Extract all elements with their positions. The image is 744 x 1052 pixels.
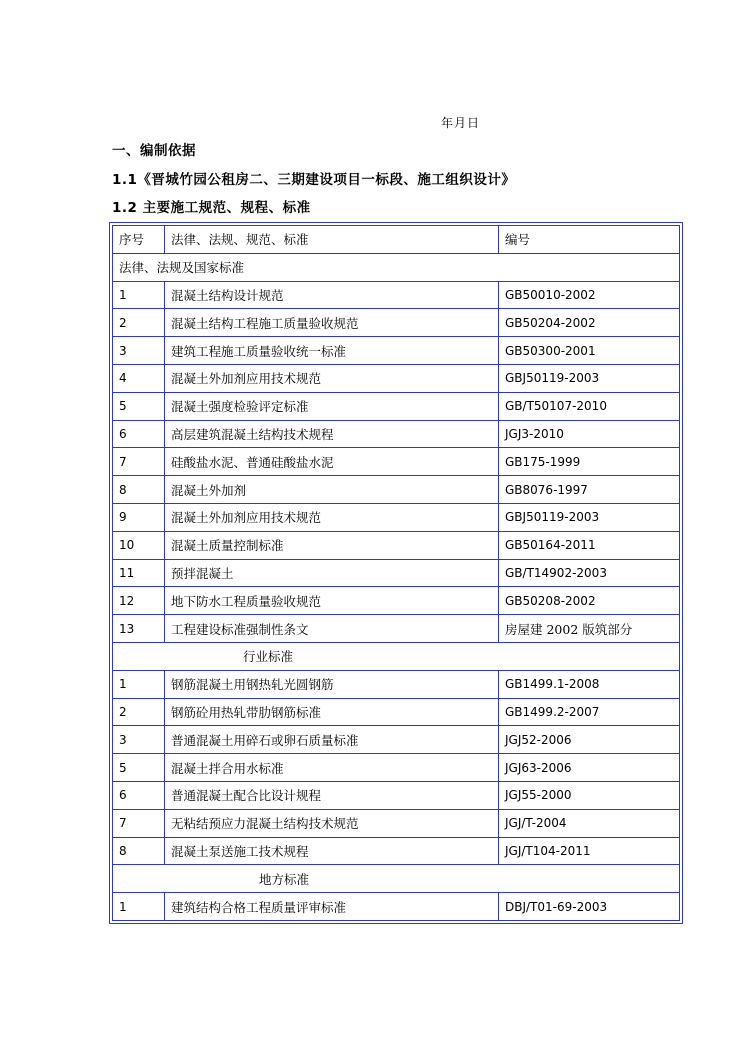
row-code: JGJ55-2000	[499, 781, 680, 809]
table-row	[113, 754, 680, 782]
row-code: GBJ50119-2003	[499, 364, 680, 392]
table-row	[113, 670, 680, 698]
row-number: 13	[113, 615, 165, 643]
table-row	[113, 476, 680, 504]
row-number: 2	[113, 698, 165, 726]
row-title: 混凝土外加剂应用技术规范	[165, 503, 499, 531]
row-title: 混凝土强度检验评定标准	[165, 392, 499, 420]
row-code: GB1499.1-2008	[499, 670, 680, 698]
row-title: 工程建设标准强制性条文	[165, 615, 499, 643]
row-code: GB/T14902-2003	[499, 559, 680, 587]
row-code: GB50010-2002	[499, 281, 680, 309]
row-number: 8	[113, 837, 165, 865]
row-title: 硅酸盐水泥、普通硅酸盐水泥	[165, 448, 499, 476]
row-code: JGJ3-2010	[499, 420, 680, 448]
table-row	[113, 420, 680, 448]
row-number: 6	[113, 781, 165, 809]
row-number: 4	[113, 364, 165, 392]
row-number: 1	[113, 670, 165, 698]
table-row	[113, 781, 680, 809]
row-code: 房屋建 2002 版筑部分	[499, 615, 680, 643]
row-title: 混凝土泵送施工技术规程	[165, 837, 499, 865]
section-row-national	[113, 253, 680, 281]
row-title: 无粘结预应力混凝土结构技术规范	[165, 809, 499, 837]
heading-standards: 1.2 主要施工规范、规程、标准	[112, 200, 311, 216]
row-code: JGJ63-2006	[499, 754, 680, 782]
row-code: GB8076-1997	[499, 476, 680, 504]
row-code: GB50204-2002	[499, 309, 680, 337]
table-row	[113, 448, 680, 476]
row-code: GB50208-2002	[499, 587, 680, 615]
table-row	[113, 503, 680, 531]
row-title: 混凝土外加剂	[165, 476, 499, 504]
header-code: 编号	[499, 226, 680, 254]
row-number: 3	[113, 337, 165, 365]
row-code: GB50164-2011	[499, 531, 680, 559]
table-row	[113, 559, 680, 587]
header-title: 法律、法规、规范、标准	[165, 226, 499, 254]
row-title: 混凝土外加剂应用技术规范	[165, 364, 499, 392]
section-row-industry	[113, 642, 680, 670]
standards-table	[109, 222, 683, 924]
row-title: 混凝土质量控制标准	[165, 531, 499, 559]
section-industry-label: 行业标准	[113, 642, 680, 670]
row-title: 建筑工程施工质量验收统一标准	[165, 337, 499, 365]
table-row	[113, 893, 680, 921]
date-line: 年月日	[441, 116, 481, 130]
heading-project-design: 1.1《晋城竹园公租房二、三期建设项目一标段、施工组织设计》	[112, 172, 516, 188]
table-row	[113, 531, 680, 559]
row-number: 5	[113, 392, 165, 420]
row-title: 普通混凝土用碎石或卵石质量标准	[165, 726, 499, 754]
row-number: 11	[113, 559, 165, 587]
row-title: 混凝土结构工程施工质量验收规范	[165, 309, 499, 337]
row-title: 钢筋混凝土用钢热轧光圆钢筋	[165, 670, 499, 698]
table-row	[113, 726, 680, 754]
row-number: 7	[113, 809, 165, 837]
row-number: 5	[113, 754, 165, 782]
table-row	[113, 698, 680, 726]
row-number: 3	[113, 726, 165, 754]
header-number: 序号	[113, 226, 165, 254]
row-number: 8	[113, 476, 165, 504]
row-number: 7	[113, 448, 165, 476]
row-title: 高层建筑混凝土结构技术规程	[165, 420, 499, 448]
row-title: 预拌混凝土	[165, 559, 499, 587]
row-number: 2	[113, 309, 165, 337]
row-number: 1	[113, 893, 165, 921]
table-row	[113, 809, 680, 837]
row-code: JGJ52-2006	[499, 726, 680, 754]
table-row	[113, 364, 680, 392]
row-code: JGJ/T-2004	[499, 809, 680, 837]
table-row	[113, 837, 680, 865]
row-code: GB50300-2001	[499, 337, 680, 365]
row-code: DBJ/T01-69-2003	[499, 893, 680, 921]
section-national-label: 法律、法规及国家标准	[113, 253, 680, 281]
section-local-label: 地方标准	[113, 865, 680, 893]
row-title: 混凝土拌合用水标准	[165, 754, 499, 782]
row-title: 混凝土结构设计规范	[165, 281, 499, 309]
row-code: GB1499.2-2007	[499, 698, 680, 726]
row-title: 钢筋砼用热轧带肋钢筋标准	[165, 698, 499, 726]
table-row	[113, 281, 680, 309]
row-number: 1	[113, 281, 165, 309]
row-code: GB/T50107-2010	[499, 392, 680, 420]
table-row	[113, 337, 680, 365]
section-row-local	[113, 865, 680, 893]
row-code: GB175-1999	[499, 448, 680, 476]
table-row	[113, 309, 680, 337]
row-title: 地下防水工程质量验收规范	[165, 587, 499, 615]
row-code: JGJ/T104-2011	[499, 837, 680, 865]
table-row	[113, 392, 680, 420]
table-header-row	[113, 226, 680, 254]
row-number: 6	[113, 420, 165, 448]
table-row	[113, 615, 680, 643]
row-number: 12	[113, 587, 165, 615]
row-number: 10	[113, 531, 165, 559]
row-title: 建筑结构合格工程质量评审标准	[165, 893, 499, 921]
heading-basis: 一、编制依据	[112, 143, 196, 159]
row-code: GBJ50119-2003	[499, 503, 680, 531]
table-row	[113, 587, 680, 615]
row-number: 9	[113, 503, 165, 531]
row-title: 普通混凝土配合比设计规程	[165, 781, 499, 809]
